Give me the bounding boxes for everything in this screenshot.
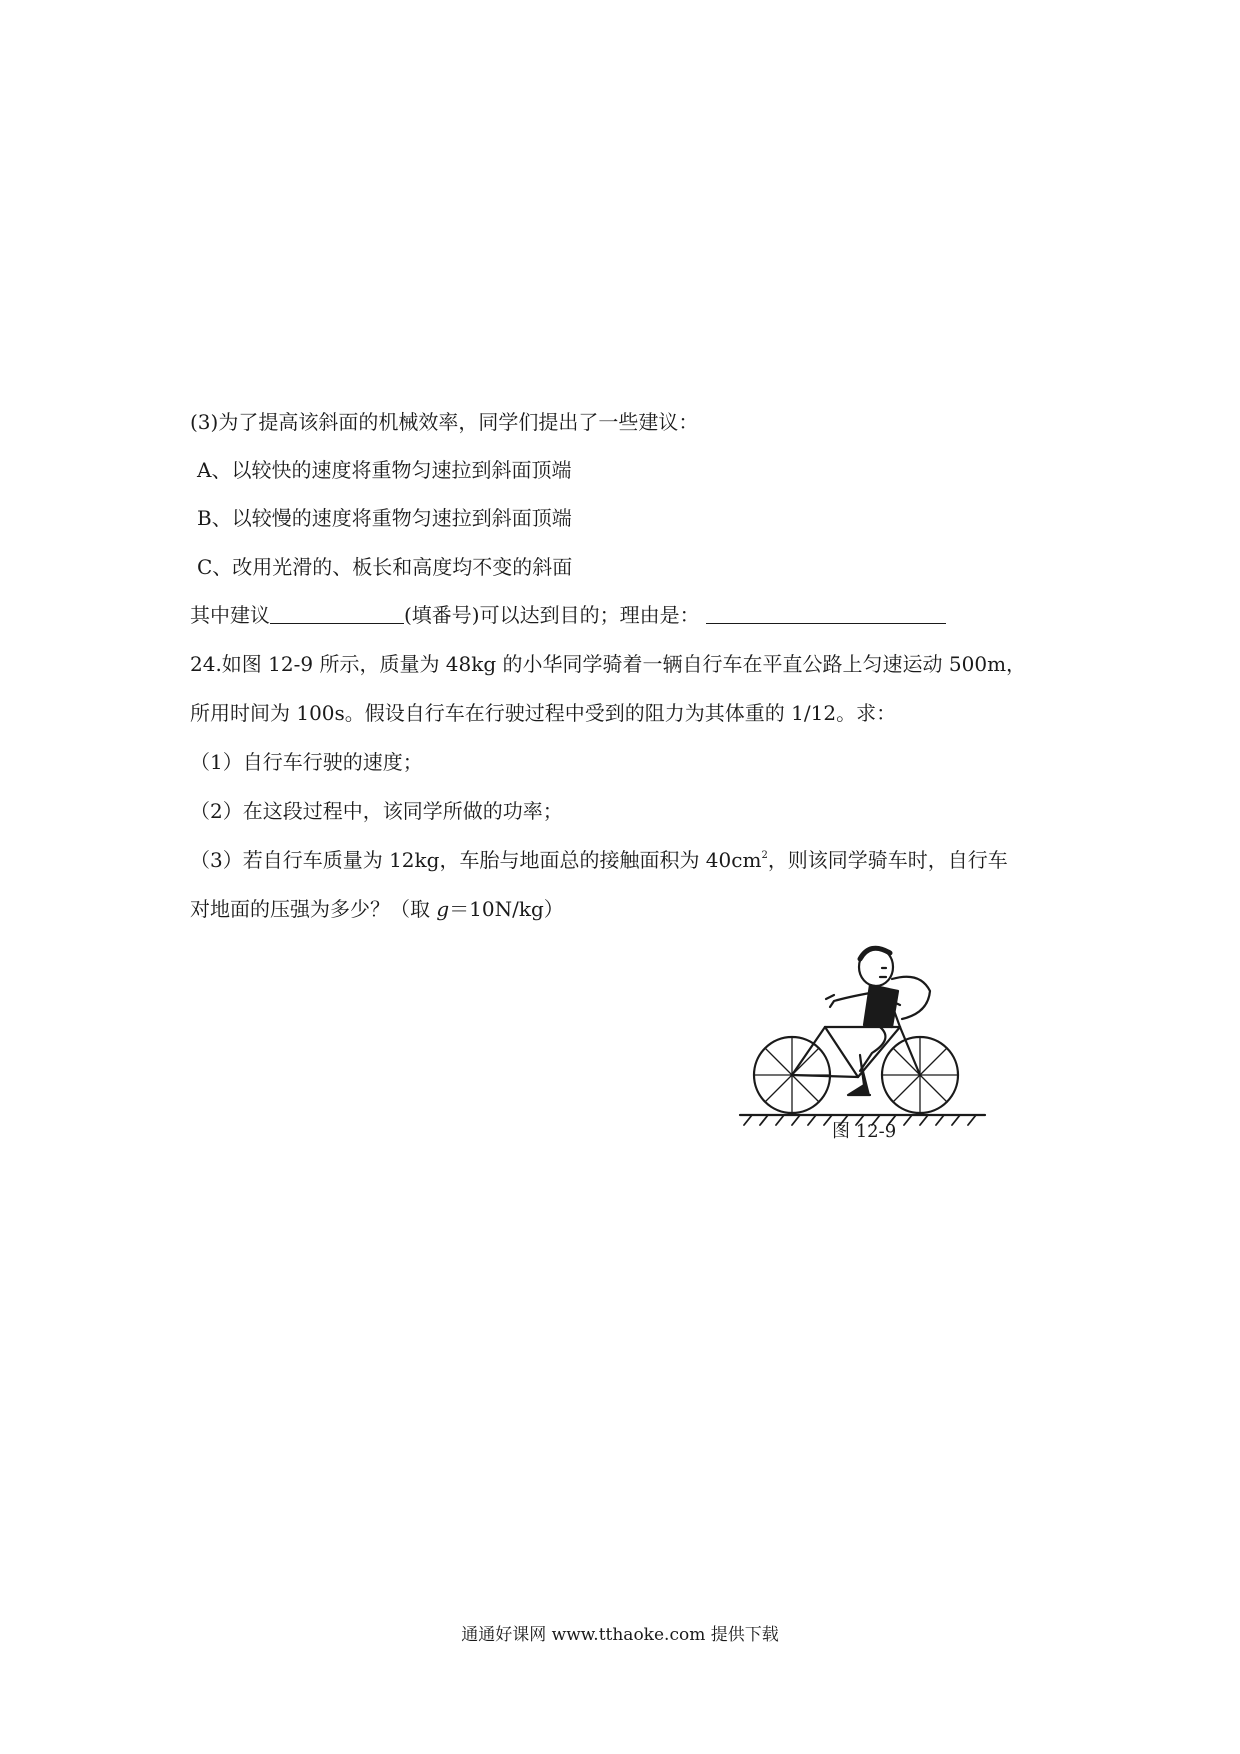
q24-sub2: （2）在这段过程中，该同学所做的功率； [190, 799, 563, 823]
q24-stem-line2: 所用时间为 100s。假设自行车在行驶过程中受到的阻力为其体重的 1/12。求： [190, 701, 897, 725]
q24-sub3-line2-text-a: 对地面的压强为多少？（取 [190, 897, 437, 921]
q24-sub3-line2 [190, 895, 564, 923]
q24-sub3-line2-text-b: ＝10N/kg） [449, 897, 564, 921]
rider [826, 948, 930, 1095]
q23-option-b: B、以较慢的速度将重物匀速拉到斜面顶端 [197, 506, 572, 530]
q23-prompt: (3)为了提高该斜面的机械效率，同学们提出了一些建议： [190, 410, 699, 434]
q23-answer-line [190, 601, 946, 629]
q23-answer-middle: (填番号)可以达到目的；理由是： [404, 603, 700, 627]
q23-answer-blank-number[interactable] [270, 603, 404, 624]
bike-frame [792, 1002, 920, 1077]
page-footer: 通通好课网 www.tthaoke.com 提供下载 [461, 1625, 779, 1645]
q24-sub3-line1 [190, 846, 1008, 874]
cyclist-illustration-icon [730, 935, 1000, 1150]
q24-sub3-superscript: 2 [761, 850, 768, 861]
q23-option-a: A、以较快的速度将重物匀速拉到斜面顶端 [197, 458, 572, 482]
q23-answer-blank-reason[interactable] [706, 603, 946, 624]
q24-gravity-symbol: g [436, 897, 450, 921]
figure-caption: 图 12-9 [832, 1121, 897, 1142]
q23-option-c: C、改用光滑的、板长和高度均不变的斜面 [197, 555, 573, 579]
q23-answer-prefix: 其中建议 [190, 603, 270, 627]
q24-sub3-text-a: （3）若自行车质量为 12kg，车胎与地面总的接触面积为 40cm [190, 848, 762, 872]
q24-stem-line1: 24.如图 12-9 所示，质量为 48kg 的小华同学骑着一辆自行车在平直公路上匀速运动 500m， [190, 652, 1027, 676]
q24-sub3-text-b: ，则该同学骑车时，自行车 [767, 848, 1008, 872]
q24-sub1: （1）自行车行驶的速度； [190, 750, 423, 774]
